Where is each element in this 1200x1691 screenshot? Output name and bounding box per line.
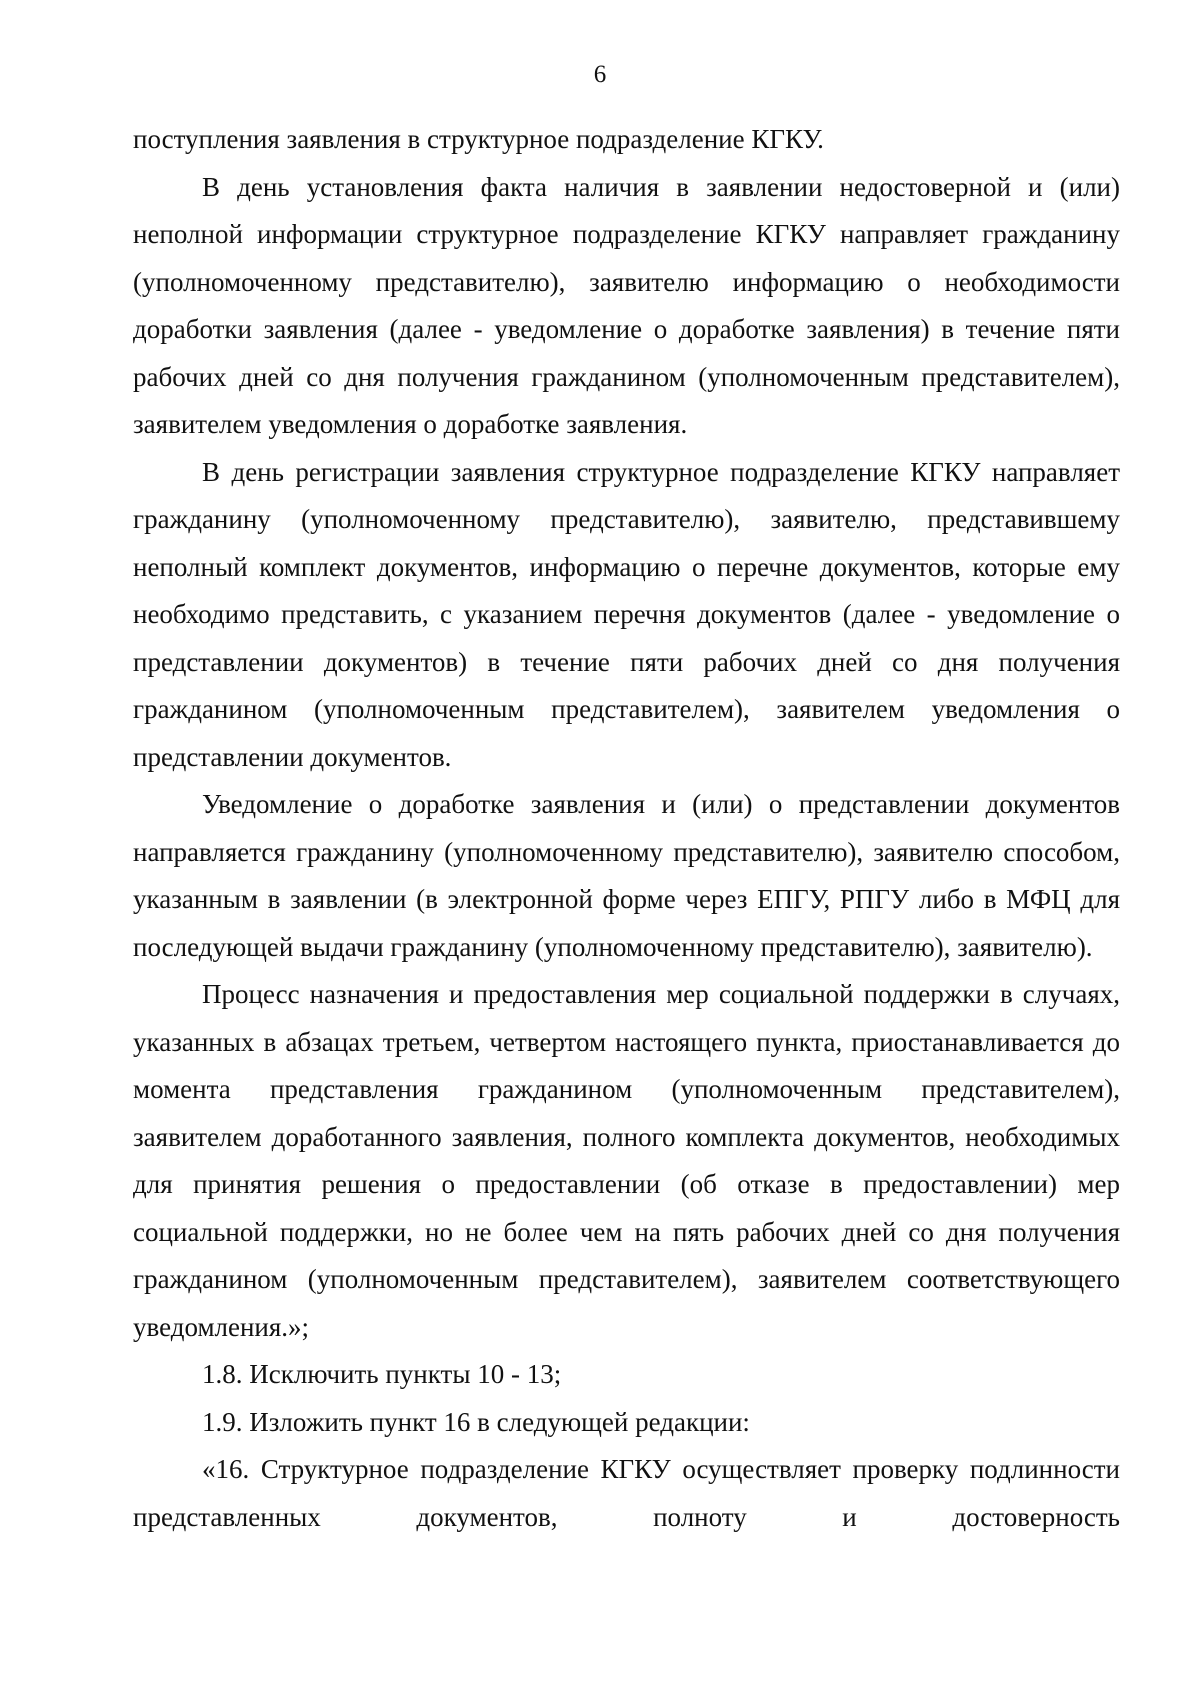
paragraph-incomplete-documents-notice: В день регистрации заявления структурное подразделение КГКУ направляет гражданину (уполномоченному представителю), заявителю, представившему неполный комплект документов, информацию о перечне документов, которые ему необходимо представить, с указанием перечня документов (далее - уведомление о представлении документов) в течение пяти рабочих дней со дня получения гражданином (уполномоченным представителем), заявителем уведомления о представлении документов. bbox=[133, 456, 1120, 772]
paragraph-item-1-8: 1.8. Исключить пункты 10 - 13; bbox=[202, 1359, 562, 1389]
paragraph-item-16: «16. Структурное подразделение КГКУ осуществляет проверку подлинности представленных документов, полноту и достоверность bbox=[133, 1454, 1120, 1532]
paragraph-process-suspension: Процесс назначения и предоставления мер социальной поддержки в случаях, указанных в абзацах третьем, четвертом настоящего пункта, приостанавливается до момента представления гражданином (уполномоченным представителем), заявителем доработанного заявления, полного комплекта документов, необходимых для принятия решения о предоставлении (об отказе в предоставлении) мер социальной поддержки, но не более чем на пять рабочих дней со дня получения гражданином (уполномоченным представителем), заявителем соответствующего уведомления.»; bbox=[133, 979, 1120, 1342]
paragraph-incomplete-info-notice: В день установления факта наличия в заявлении недостоверной и (или) неполной информации структурное подразделение КГКУ направляет гражданину (уполномоченному представителю), заявителю информацию о необходимости доработки заявления (далее - уведомление о доработке заявления) в течение пяти рабочих дней со дня получения гражданином (уполномоченным представителем), заявителем уведомления о доработке заявления. bbox=[133, 171, 1120, 439]
document-body bbox=[133, 116, 1120, 1541]
paragraph-item-1-9: 1.9. Изложить пункт 16 в следующей редакции: bbox=[202, 1406, 750, 1437]
paragraph-notice-delivery: Уведомление о доработке заявления и (или) о представлении документов направляется гражданину (уполномоченному представителю), заявителю способом, указанным в заявлении (в электронной форме через ЕПГУ, РПГУ либо в МФЦ для последующей выдачи гражданину (уполномоченному представителю), заявителю). bbox=[133, 789, 1120, 962]
paragraph-continuation: поступления заявления в структурное подразделение КГКУ. bbox=[133, 124, 824, 154]
page-number: 6 bbox=[593, 61, 607, 88]
